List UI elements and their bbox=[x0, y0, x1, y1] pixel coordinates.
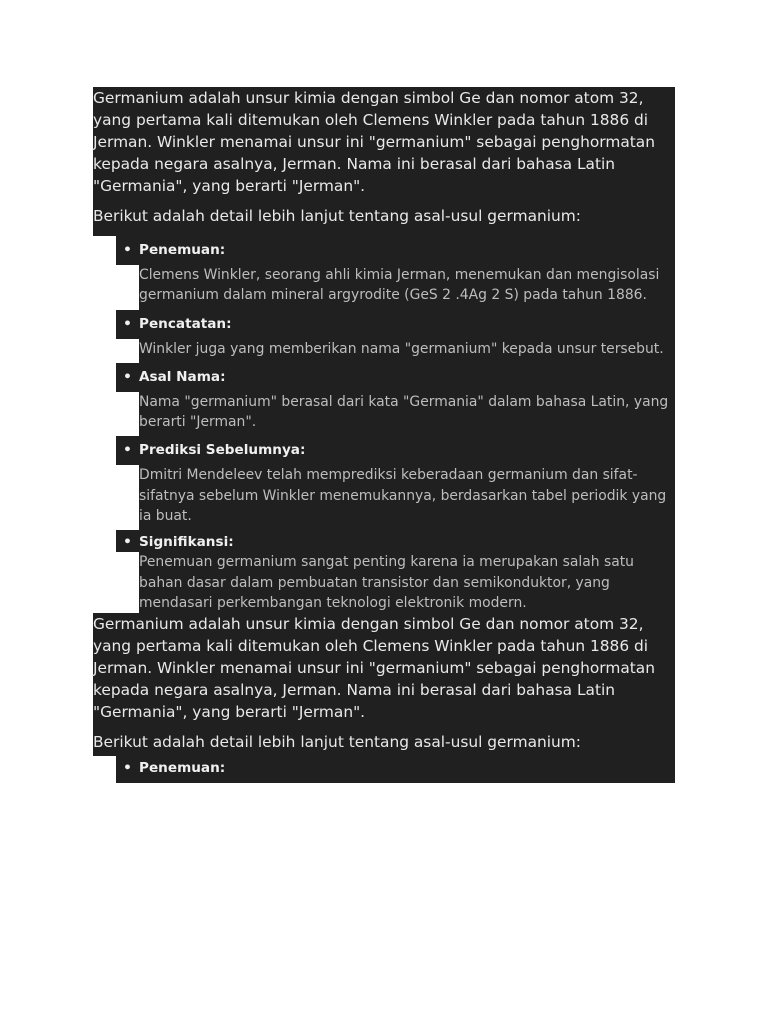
list-item bbox=[93, 236, 675, 310]
item-text: Clemens Winkler, seorang ahli kimia Jerman, menemukan dan mengisolasi germanium dalam mineral argyrodite (GeS 2 .4Ag 2 S) pada tahun 1886. bbox=[139, 265, 675, 310]
list-item bbox=[93, 363, 675, 437]
bullet-icon: • bbox=[123, 368, 132, 385]
bullet-icon: • bbox=[123, 242, 132, 258]
bullet-icon: • bbox=[123, 442, 132, 459]
list-item bbox=[93, 530, 675, 613]
document-content bbox=[93, 87, 675, 783]
item-text: Nama "germanium" berasal dari kata "Germania" dalam bahasa Latin, yang berarti "Jerman". bbox=[139, 392, 675, 437]
bullet-icon: • bbox=[123, 534, 132, 551]
item-title: Prediksi Sebelumnya: bbox=[139, 442, 306, 459]
item-text: Winkler juga yang memberikan nama "germanium" kepada unsur tersebut. bbox=[139, 339, 675, 363]
section-2 bbox=[93, 613, 675, 783]
intro-paragraph: Germanium adalah unsur kimia dengan simbol Ge dan nomor atom 32, yang pertama kali ditemukan oleh Clemens Winkler pada tahun 1886 di Jerman. Winkler menamai unsur ini "germanium" sebagai penghormatan kepada negara asalnya, Jerman. Nama ini berasal dari bahasa Latin "Germania", yang berarti "Jerman". bbox=[93, 613, 675, 723]
item-title: Penemuan: bbox=[139, 242, 226, 258]
origin-details-list bbox=[93, 756, 675, 783]
intro-block bbox=[93, 613, 675, 723]
bullet-icon: • bbox=[123, 760, 132, 777]
item-text: Dmitri Mendeleev telah memprediksi keberadaan germanium dan sifat-sifatnya sebelum Winkler menemukannya, berdasarkan tabel periodik yang ia buat. bbox=[139, 465, 675, 530]
section-1 bbox=[93, 87, 675, 613]
item-text: Penemuan germanium sangat penting karena ia merupakan salah satu bahan dasar dalam pembuatan transistor dan semikonduktor, yang mendasari perkembangan teknologi elektronik modern. bbox=[139, 552, 675, 613]
intro-paragraph: Germanium adalah unsur kimia dengan simbol Ge dan nomor atom 32, yang pertama kali ditemukan oleh Clemens Winkler pada tahun 1886 di Jerman. Winkler menamai unsur ini "germanium" sebagai penghormatan kepada negara asalnya, Jerman. Nama ini berasal dari bahasa Latin "Germania", yang berarti "Jerman". bbox=[93, 87, 675, 197]
item-title: Pencatatan: bbox=[139, 315, 232, 332]
lead-paragraph: Berikut adalah detail lebih lanjut tentang asal-usul germanium: bbox=[93, 205, 675, 227]
intro-block bbox=[93, 87, 675, 197]
list-item bbox=[93, 310, 675, 363]
item-title: Penemuan: bbox=[139, 760, 226, 777]
bullet-icon: • bbox=[123, 315, 132, 332]
list-item bbox=[93, 436, 675, 530]
list-item bbox=[93, 756, 675, 783]
item-title: Asal Nama: bbox=[139, 368, 226, 385]
origin-details-list bbox=[93, 236, 675, 613]
item-title: Signifikansi: bbox=[139, 534, 234, 551]
lead-paragraph: Berikut adalah detail lebih lanjut tentang asal-usul germanium: bbox=[93, 731, 675, 753]
